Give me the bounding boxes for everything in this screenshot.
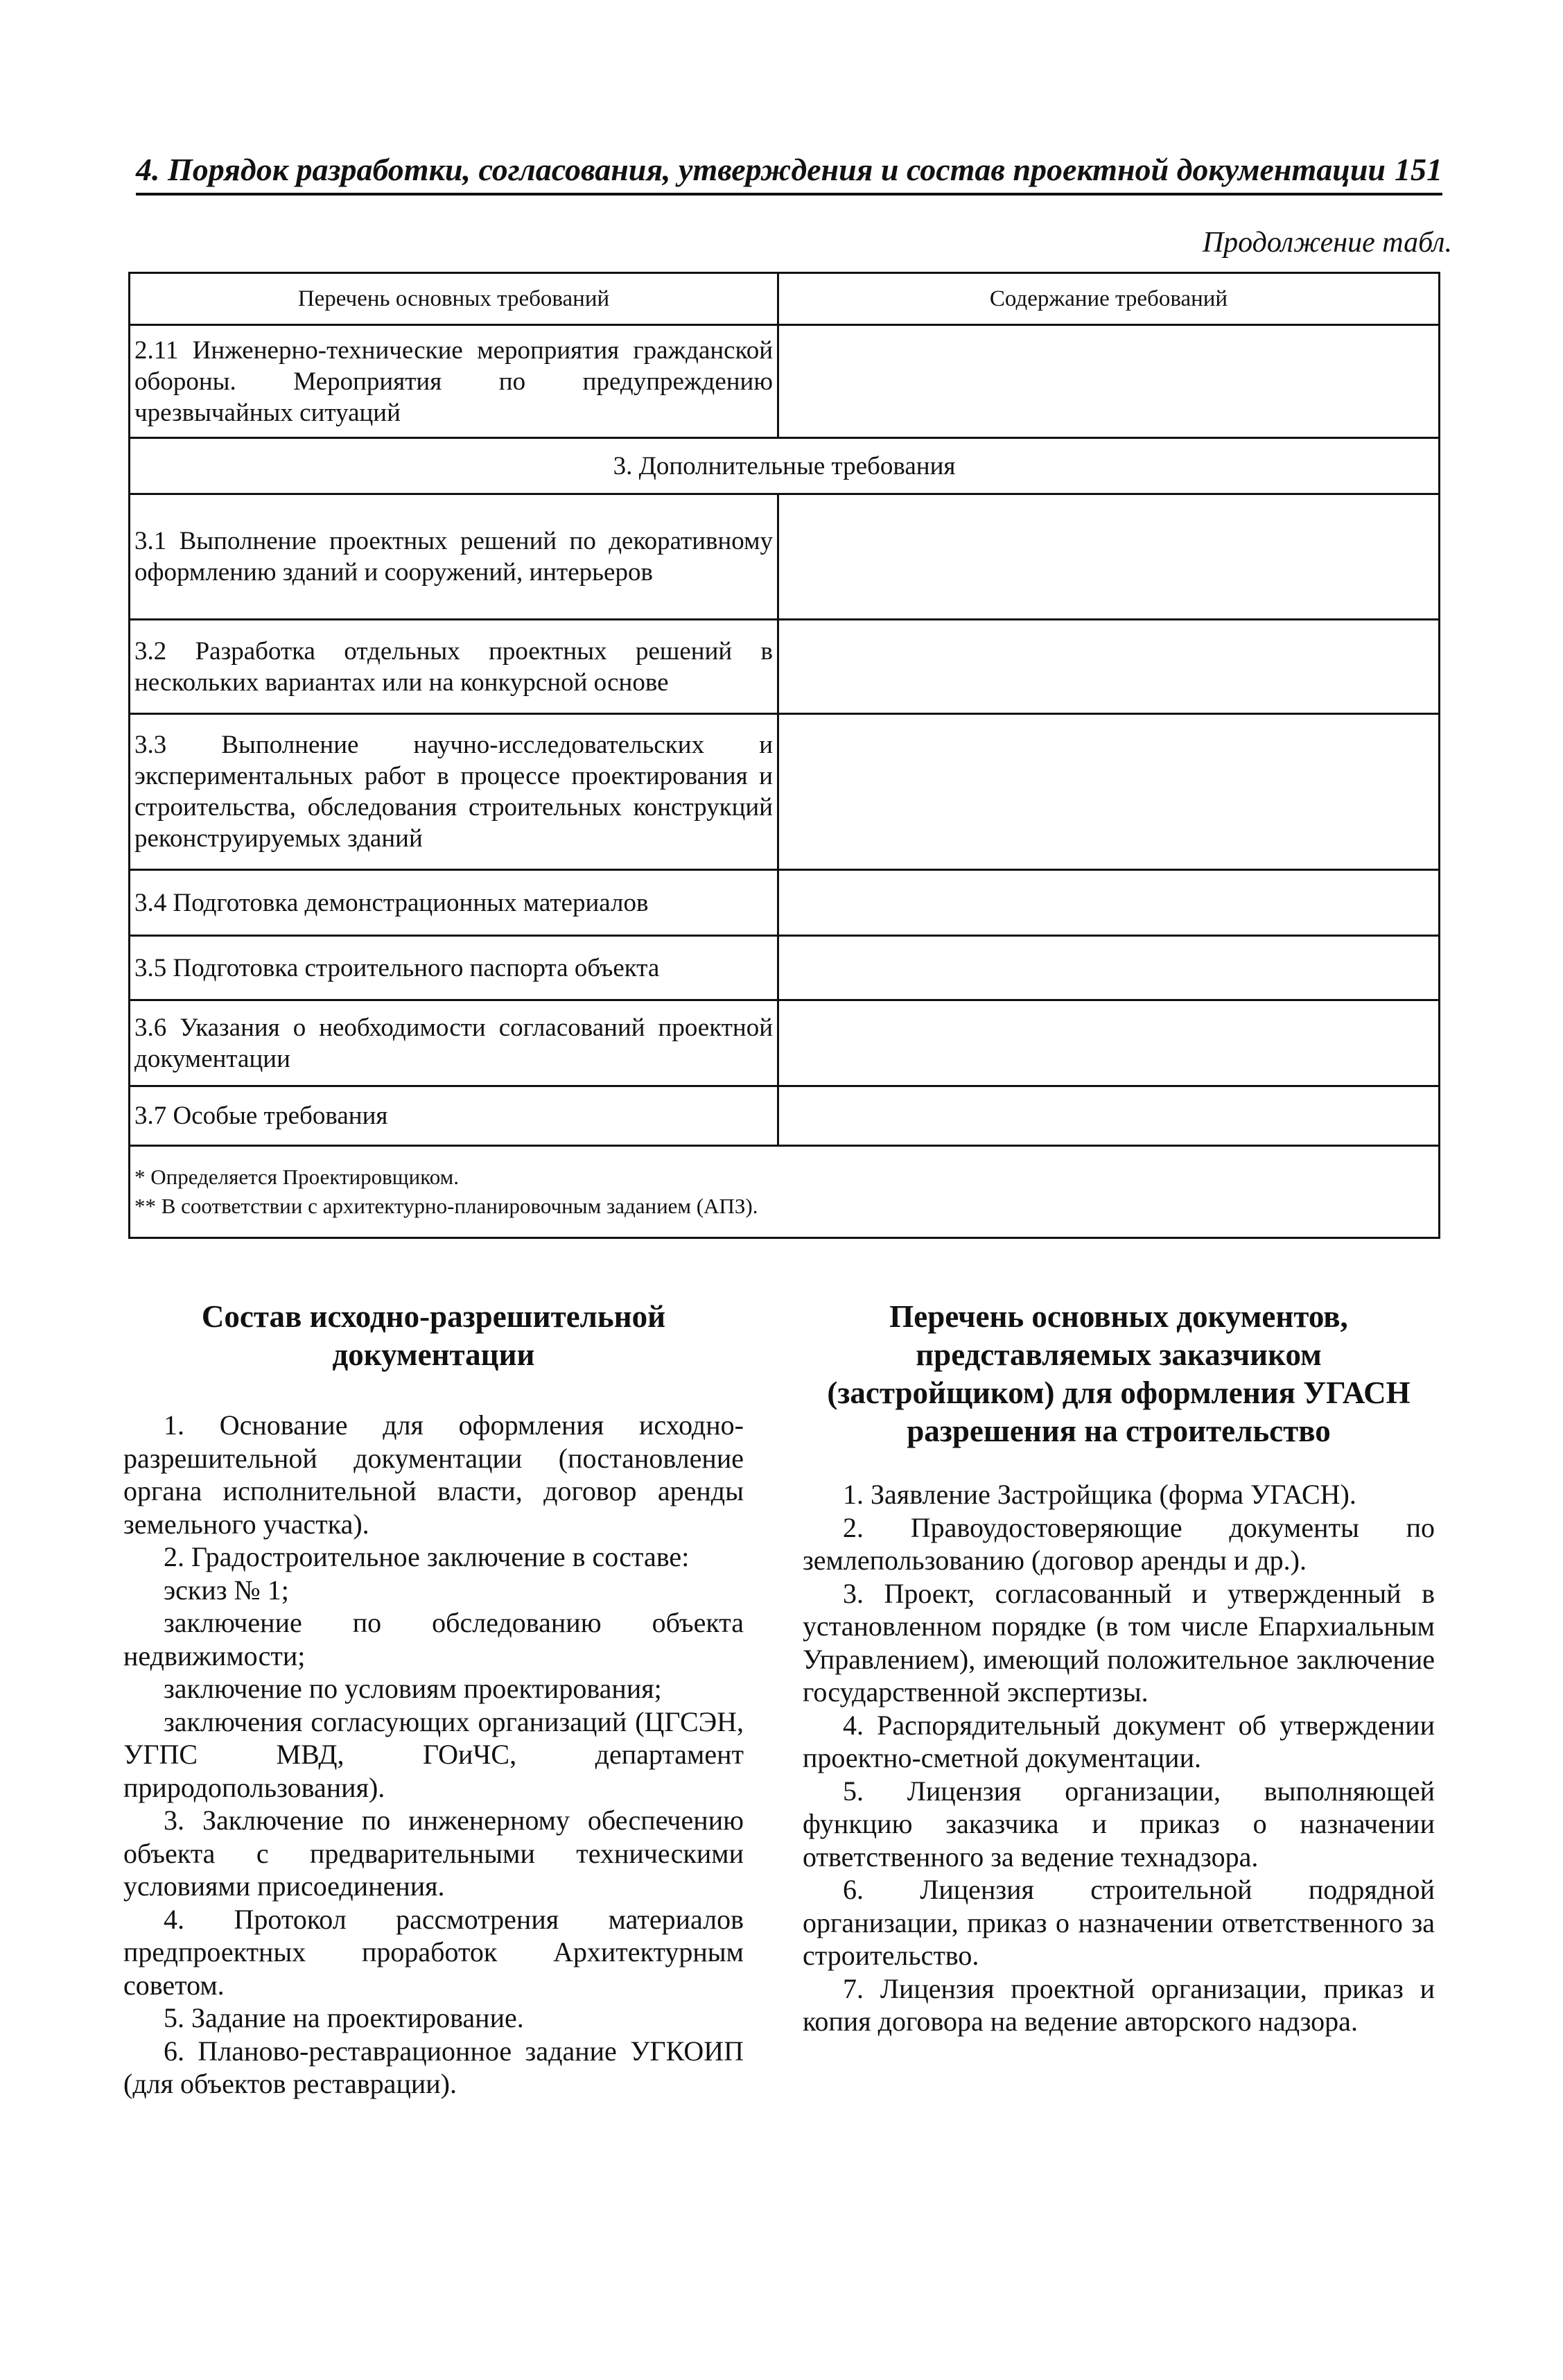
table-row: [130, 1000, 1440, 1086]
row-2-11-label: 2.11 Инженерно-технические мероприятия гражданской обороны. Мероприятия по предупреждению чрезвычайных ситуаций: [130, 325, 778, 438]
section-row: [130, 438, 1440, 494]
row-3-6-label: 3.6 Указания о необходимости согласований проектной документации: [130, 1000, 778, 1086]
row-3-1-label: 3.1 Выполнение проектных решений по декоративному оформлению зданий и сооружений, интерьеров: [130, 494, 778, 620]
header-requirements-list: Перечень основных требований: [130, 273, 778, 325]
footnotes-cell: [130, 1146, 1440, 1238]
list-item: 6. Планово-реставрационное задание УГКОИП (для объектов реставрации).: [123, 2035, 744, 2099]
row-3-5-label: 3.5 Подготовка строительного паспорта объекта: [130, 936, 778, 1000]
left-section-heading: Состав исходно-разрешительной документации: [201, 1299, 666, 1372]
list-item: заключение по обследованию объекта недвижимости;: [123, 1607, 744, 1671]
table-row: [130, 936, 1440, 1000]
row-2-11-content: [778, 325, 1440, 438]
footnote: * Определяется Проектировщиком.: [134, 1165, 459, 1189]
list-item: заключения согласующих организаций (ЦГСЭН, УГПС МВД, ГОиЧС, департамент природопользования).: [123, 1705, 744, 1803]
table-header-row: [130, 273, 1440, 325]
row-3-2-label: 3.2 Разработка отдельных проектных решений в нескольких вариантах или на конкурсной основе: [130, 620, 778, 714]
list-item: 4. Протокол рассмотрения материалов предпроектных проработок Архитектурным советом.: [123, 1903, 744, 2001]
row-3-3-content: [778, 714, 1440, 870]
list-item: 2. Градостроительное заключение в составе:: [164, 1541, 690, 1572]
list-item: 2. Правоудостоверяющие документы по землепользованию (договор аренды и др.).: [803, 1511, 1435, 1576]
list-item: 7. Лицензия проектной организации, приказ и копия договора на ведение авторского надзора.: [803, 1972, 1435, 2037]
list-item: 3. Проект, согласованный и утвержденный в установленном порядке (в том числе Епархиальным Управлением), имеющий положительное заключение государственной экспертизы.: [803, 1577, 1435, 1708]
list-item: 5. Лицензия организации, выполняющей функцию заказчика и приказ о назначении ответственного за ведение технадзора.: [803, 1775, 1435, 1873]
table-row: [130, 620, 1440, 714]
row-3-2-content: [778, 620, 1440, 714]
row-3-7-content: [778, 1086, 1440, 1146]
page-number: 151: [1395, 152, 1442, 187]
footnote: ** В соответствии с архитектурно-планировочным заданием (АПЗ).: [134, 1194, 758, 1218]
row-3-4-content: [778, 870, 1440, 936]
footnotes-row: [130, 1146, 1440, 1238]
row-3-1-content: [778, 494, 1440, 620]
requirements-table: [128, 272, 1440, 1239]
row-3-4-label: 3.4 Подготовка демонстрационных материалов: [130, 870, 778, 936]
table-row: [130, 1086, 1440, 1146]
table-row: [130, 870, 1440, 936]
table-row: [130, 325, 1440, 438]
table-row: [130, 494, 1440, 620]
row-3-7-label: 3.7 Особые требования: [130, 1086, 778, 1146]
section-3-heading: 3. Дополнительные требования: [130, 438, 1440, 494]
list-item: 1. Заявление Застройщика (форма УГАСН).: [843, 1479, 1356, 1510]
list-item: заключение по условиям проектирования;: [164, 1673, 662, 1704]
list-item: эскиз № 1;: [164, 1574, 289, 1606]
row-3-3-label: 3.3 Выполнение научно-исследовательских и экспериментальных работ в процессе проектирования и строительства, обследования строительных конструкций реконструируемых зданий: [130, 714, 778, 870]
running-head: [136, 144, 1442, 196]
row-3-5-content: [778, 936, 1440, 1000]
list-item: 6. Лицензия строительной подрядной организации, приказ о назначении ответственного за строительство.: [803, 1874, 1435, 1971]
list-item: 3. Заключение по инженерному обеспечению объекта с предварительными техническими условиями присоединения.: [123, 1805, 744, 1902]
right-column: [803, 1298, 1435, 2038]
table-row: [130, 714, 1440, 870]
left-column: [123, 1298, 744, 2101]
header-requirements-content: Содержание требований: [778, 273, 1440, 325]
row-3-6-content: [778, 1000, 1440, 1086]
running-head-title: 4. Порядок разработки, согласования, утверждения и состав проектной документации: [136, 152, 1386, 187]
table-continuation-note: Продолжение табл.: [1202, 227, 1452, 259]
list-item: 4. Распорядительный документ об утверждении проектно-сметной документации.: [803, 1709, 1435, 1773]
list-item: 5. Задание на проектирование.: [164, 2002, 524, 2033]
list-item: 1. Основание для оформления исходно-разрешительной документации (постановление органа исполнительной власти, договор аренды земельного участка).: [123, 1409, 744, 1540]
right-section-heading: Перечень основных документов, представляемых заказчиком (застройщиком) для оформления УГАСН разрешения на строительство: [827, 1299, 1411, 1448]
